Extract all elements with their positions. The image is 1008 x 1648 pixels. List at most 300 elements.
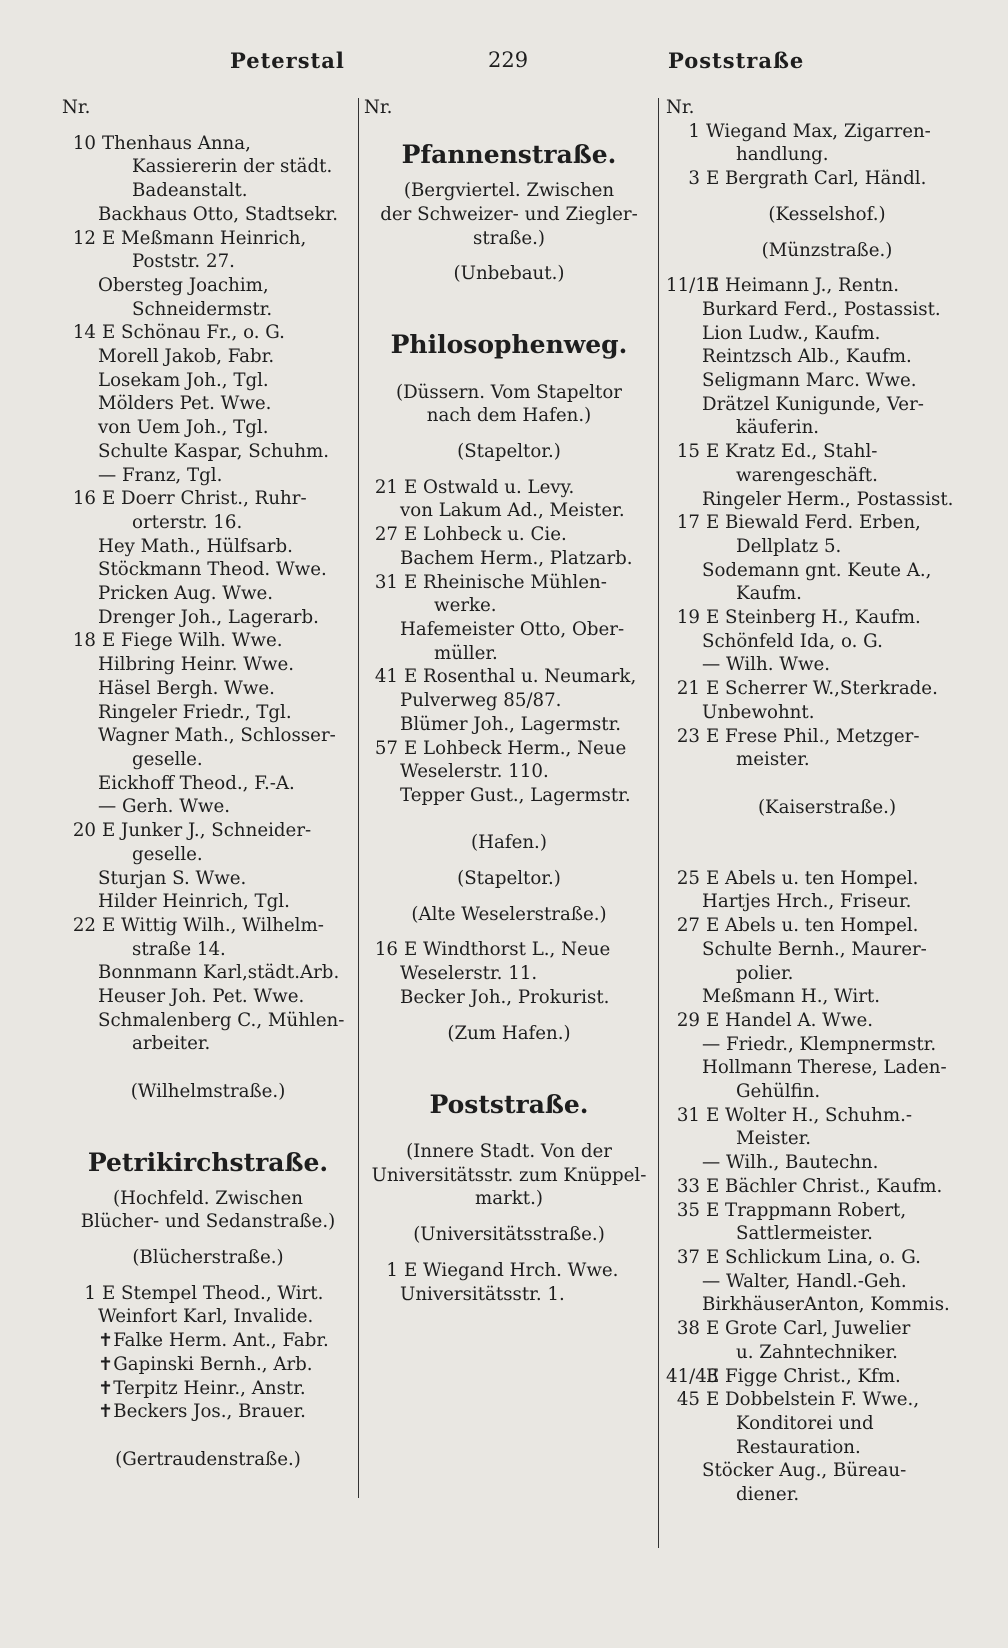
entry-text: E Rosenthal u. Neumark, — [404, 666, 637, 688]
street-note: (Kaiserstraße.) — [757, 796, 897, 818]
entry-text: E Junker J., Schneider- — [102, 820, 312, 842]
spacer — [62, 1104, 354, 1128]
directory-entry — [666, 606, 988, 630]
running-head-left: Peterstal — [230, 48, 345, 73]
directory-entry — [666, 1365, 988, 1389]
entry-text: Poststr. 27. — [132, 251, 235, 273]
entry-text: — Walter, Handl.-Geh. — [702, 1270, 907, 1292]
spacer — [666, 262, 988, 274]
directory-entry — [364, 1283, 654, 1307]
directory-entry — [666, 440, 988, 464]
entry-text: E Ostwald u. Levy. — [404, 476, 575, 498]
street-note: (Innere Stadt. Von der — [406, 1141, 612, 1162]
street-heading: Petrikirchstraße. — [87, 1147, 329, 1177]
entry-text: E Steinberg H., Kaufm. — [706, 607, 921, 629]
entry-text: Losekam Joh., Tgl. — [98, 369, 269, 391]
house-number: 23 — [676, 725, 700, 747]
street-note: (Blücherstraße.) — [132, 1247, 284, 1268]
directory-entry — [62, 96, 354, 120]
entry-text: Pulverweg 85/87. — [400, 690, 562, 712]
directory-entry — [62, 345, 354, 369]
directory-entry — [364, 760, 654, 784]
house-number: 14 — [72, 322, 96, 344]
directory-entry — [666, 701, 988, 725]
entry-text: — Wilh., Bautechn. — [702, 1152, 879, 1174]
entry-text: Häsel Bergh. Wwe. — [98, 677, 275, 699]
directory-entry — [666, 511, 988, 535]
directory-entry — [62, 795, 354, 819]
directory-entry — [62, 1305, 354, 1329]
house-number: 3 — [688, 168, 700, 190]
entry-text: Mölders Pet. Wwe. — [98, 393, 272, 415]
entry-text: Tepper Gust., Lagermstr. — [400, 784, 631, 806]
directory-entry — [666, 867, 988, 891]
entry-text: E Lohbeck Herm., Neue — [404, 737, 627, 759]
directory-entry — [666, 962, 988, 986]
entry-text: Wiegand Max, Zigarren- — [706, 120, 931, 142]
directory-entry — [364, 96, 654, 120]
directory-entry — [62, 227, 354, 251]
directory-entry — [364, 523, 654, 547]
directory-entry — [666, 322, 988, 346]
directory-entry — [364, 1259, 654, 1283]
directory-entry — [666, 96, 988, 120]
page-number: 229 — [488, 48, 529, 72]
directory-entry — [666, 1104, 988, 1128]
entry-text: Kaufm. — [736, 583, 802, 605]
directory-entry — [364, 642, 654, 666]
entry-text: handlung. — [736, 144, 829, 166]
house-number: 27 — [374, 524, 398, 546]
house-number: 12 — [72, 227, 96, 249]
entry-text: von Lakum Ad., Meister. — [400, 500, 625, 522]
column-divider-1 — [358, 98, 359, 1498]
entry-text: Meister. — [736, 1128, 812, 1150]
directory-entry — [62, 724, 354, 748]
entry-text: E Wittig Wilh., Wilhelm- — [102, 914, 324, 936]
directory-entry — [62, 558, 354, 582]
house-number: 21 — [374, 476, 398, 498]
entry-text: Weinfort Karl, Invalide. — [98, 1306, 314, 1328]
entry-text: E Abels u. ten Hompel. — [706, 915, 919, 937]
entry-text: Bonnmann Karl,städt.Arb. — [98, 962, 340, 984]
directory-entry — [364, 737, 654, 761]
directory-entry — [666, 677, 988, 701]
entry-text: E Kratz Ed., Stahl- — [706, 441, 878, 463]
directory-entry — [666, 1388, 988, 1412]
entry-text: Schönfeld Ida, o. G. — [702, 630, 883, 652]
entry-text: E Meßmann Heinrich, — [102, 227, 307, 249]
entry-text: Seligmann Marc. Wwe. — [702, 370, 917, 392]
entry-text: Thenhaus Anna, — [102, 132, 251, 154]
directory-entry — [666, 1412, 988, 1436]
entry-text: E Lohbeck u. Cie. — [404, 524, 567, 546]
running-head-right: Poststraße — [668, 48, 805, 73]
entry-text: Drenger Joh., Lagerarb. — [98, 606, 319, 628]
entry-text: — Friedr., Klempnermstr. — [702, 1033, 937, 1055]
directory-entry — [666, 985, 988, 1009]
entry-text: Obersteg Joachim, — [98, 274, 269, 296]
directory-entry — [666, 938, 988, 962]
house-number: 45 — [676, 1389, 700, 1411]
house-number: 33 — [676, 1175, 700, 1197]
directory-entry — [364, 713, 654, 737]
directory-entry — [62, 321, 354, 345]
directory-entry — [666, 416, 988, 440]
spacer — [364, 1116, 654, 1140]
house-number: 31 — [374, 571, 398, 593]
entry-text: E Rheinische Mühlen- — [404, 571, 607, 593]
spacer — [364, 464, 654, 476]
street-note: (Zum Hafen.) — [447, 1022, 571, 1044]
directory-entry — [62, 132, 354, 156]
directory-entry — [666, 1151, 988, 1175]
entry-text: meister. — [736, 749, 810, 771]
directory-entry — [666, 1459, 988, 1483]
entry-text: Weselerstr. 11. — [400, 963, 538, 985]
directory-entry — [666, 464, 988, 488]
street-note: nach dem Hafen.) — [426, 405, 592, 427]
entry-text: käuferin. — [736, 417, 820, 439]
spacer — [666, 843, 988, 867]
spacer — [666, 772, 988, 796]
street-note: (Bergviertel. Zwischen — [403, 180, 615, 202]
directory-entry — [666, 748, 988, 772]
directory-entry — [666, 1127, 988, 1151]
directory-entry — [62, 1032, 354, 1056]
entry-text: Nr. — [364, 97, 393, 118]
directory-entry — [364, 547, 654, 571]
house-number: 35 — [676, 1199, 700, 1221]
entry-text: E Stempel Theod., Wirt. — [102, 1282, 324, 1304]
house-number: 25 — [676, 867, 700, 889]
directory-entry — [62, 250, 354, 274]
house-number: 1 — [386, 1259, 398, 1281]
directory-entry — [666, 535, 988, 559]
directory-entry — [62, 914, 354, 938]
entry-text: Weselerstr. 110. — [400, 761, 549, 783]
directory-entry — [666, 1483, 988, 1507]
directory-entry — [62, 582, 354, 606]
directory-entry — [364, 499, 654, 523]
street-note: Blücher- und Sedanstraße.) — [80, 1211, 336, 1233]
house-number: 15 — [676, 441, 700, 463]
directory-entry — [62, 867, 354, 891]
directory-entry — [62, 392, 354, 416]
directory-entry — [666, 1175, 988, 1199]
directory-entry — [62, 298, 354, 322]
directory-entry — [62, 1353, 354, 1377]
entry-text: Stöckmann Theod. Wwe. — [98, 559, 327, 581]
street-heading: Pfannenstraße. — [401, 140, 617, 170]
street-note: Universitätsstr. zum Knüppel- — [371, 1164, 647, 1186]
entry-text: geselle. — [132, 748, 203, 770]
spacer — [62, 1424, 354, 1448]
directory-entry — [62, 1377, 354, 1401]
entry-text: Nr. — [62, 97, 91, 118]
entry-text: — Wilh. Wwe. — [702, 654, 831, 676]
directory-entry — [62, 843, 354, 867]
house-number: 21 — [676, 678, 700, 700]
directory-entry — [666, 1222, 988, 1246]
entry-text: E Wolter H., Schuhm.- — [706, 1104, 912, 1126]
street-note: (Unbebaut.) — [453, 263, 565, 285]
entry-text: Blümer Joh., Lagermstr. — [400, 713, 622, 735]
entry-text: Stöcker Aug., Büreau- — [702, 1460, 907, 1482]
directory-entry — [364, 618, 654, 642]
directory-entry — [62, 511, 354, 535]
directory-entry — [62, 155, 354, 179]
directory-entry — [666, 1436, 988, 1460]
entry-text: müller. — [434, 642, 498, 664]
directory-entry — [62, 961, 354, 985]
directory-entry — [62, 772, 354, 796]
entry-text: E Bergrath Carl, Händl. — [706, 168, 927, 190]
entry-text: ✝Beckers Jos., Brauer. — [98, 1401, 306, 1423]
directory-entry — [666, 120, 988, 144]
entry-text: Heuser Joh. Pet. Wwe. — [98, 986, 305, 1008]
entry-text: Reintzsch Alb., Kaufm. — [702, 346, 912, 368]
entry-text: E Schönau Fr., o. G. — [102, 322, 285, 344]
directory-entry — [666, 143, 988, 167]
street-note: (Universitätsstraße.) — [413, 1224, 605, 1246]
entry-text: Ringeler Friedr., Tgl. — [98, 701, 292, 723]
directory-entry — [364, 962, 654, 986]
entry-text: Drätzel Kunigunde, Ver- — [702, 393, 924, 415]
directory-entry — [666, 1056, 988, 1080]
street-note: markt.) — [475, 1188, 543, 1210]
directory-entry — [666, 1293, 988, 1317]
directory-entry — [666, 559, 988, 583]
directory-entry — [62, 677, 354, 701]
directory-entry — [62, 653, 354, 677]
directory-entry — [666, 369, 988, 393]
house-number: 11/13 — [666, 275, 719, 297]
entry-text: Konditorei und — [736, 1412, 874, 1434]
entry-text: E Handel A. Wwe. — [706, 1009, 873, 1031]
house-number: 38 — [676, 1318, 700, 1340]
spacer — [364, 926, 654, 938]
entry-text: Meßmann H., Wirt. — [702, 986, 881, 1008]
street-heading: Poststraße. — [429, 1089, 589, 1119]
house-number: 22 — [72, 914, 96, 936]
house-number: 19 — [676, 607, 700, 629]
directory-entry — [666, 1317, 988, 1341]
entry-text: Sattlermeister. — [736, 1223, 873, 1245]
directory-entry — [62, 440, 354, 464]
entry-text: Hartjes Hrch., Friseur. — [702, 891, 912, 913]
spacer — [62, 1056, 354, 1080]
entry-text: Sturjan S. Wwe. — [98, 867, 247, 889]
directory-entry — [666, 345, 988, 369]
directory-entry — [364, 689, 654, 713]
house-number: 16 — [72, 488, 96, 510]
column-3 — [666, 96, 988, 1507]
house-number: 1 — [84, 1282, 96, 1304]
entry-text: Nr. — [666, 97, 695, 118]
directory-entry — [62, 701, 354, 725]
spacer — [364, 1045, 654, 1069]
directory-entry — [666, 298, 988, 322]
spacer — [364, 855, 654, 867]
house-number: 10 — [72, 132, 96, 154]
house-number: 18 — [72, 630, 96, 652]
street-note: (Gertraudenstraße.) — [115, 1448, 301, 1470]
entry-text: Restauration. — [736, 1436, 861, 1458]
directory-entry — [62, 274, 354, 298]
directory-entry — [666, 1341, 988, 1365]
entry-text: Universitätsstr. 1. — [400, 1283, 565, 1305]
spacer — [62, 120, 354, 132]
house-number: 31 — [676, 1104, 700, 1126]
street-note: (Düssern. Vom Stapeltor — [395, 381, 623, 403]
house-number: 37 — [676, 1247, 700, 1268]
street-note: (Stapeltor.) — [457, 441, 561, 463]
directory-entry — [62, 487, 354, 511]
directory-entry — [364, 476, 654, 500]
directory-entry — [62, 629, 354, 653]
street-heading: Philosophenweg. — [390, 330, 628, 360]
house-number: 41/43 — [666, 1365, 719, 1387]
directory-entry — [62, 1400, 354, 1424]
entry-text: E Windthorst L., Neue — [404, 939, 611, 961]
spacer — [666, 227, 988, 239]
entry-text: warengeschäft. — [736, 464, 878, 486]
street-note: (Wilhelmstraße.) — [130, 1080, 286, 1102]
spacer — [62, 1270, 354, 1282]
directory-entry — [62, 938, 354, 962]
directory-entry — [364, 784, 654, 808]
directory-entry — [62, 985, 354, 1009]
entry-text: Lion Ludw., Kaufm. — [702, 322, 881, 344]
street-note: (Hafen.) — [471, 832, 547, 854]
directory-entry — [364, 938, 654, 962]
street-note: (Hochfeld. Zwischen — [112, 1187, 304, 1209]
entry-text: Schmalenberg C., Mühlen- — [98, 1009, 345, 1031]
entry-text: Eickhoff Theod., F.-A. — [98, 772, 295, 794]
directory-entry — [666, 1199, 988, 1223]
directory-entry — [666, 725, 988, 749]
entry-text: E Trappmann Robert, — [706, 1199, 907, 1221]
spacer — [62, 1234, 354, 1246]
entry-text: E Bächler Christ., Kaufm. — [706, 1175, 943, 1197]
directory-entry — [666, 914, 988, 938]
spacer — [364, 250, 654, 262]
column-2 — [364, 96, 654, 1306]
entry-text: Schulte Kaspar, Schuhm. — [98, 440, 330, 462]
entry-text: ✝Gapinski Bernh., Arb. — [98, 1353, 313, 1375]
entry-text: E Biewald Ferd. Erben, — [706, 512, 921, 534]
directory-entry — [62, 416, 354, 440]
entry-text: Unbewohnt. — [702, 701, 815, 723]
entry-text: BirkhäuserAnton, Kommis. — [702, 1294, 950, 1316]
entry-text: Hilbring Heinr. Wwe. — [98, 654, 295, 676]
entry-text: werke. — [434, 595, 497, 617]
entry-text: E Wiegand Hrch. Wwe. — [404, 1259, 619, 1281]
entry-text: E Figge Christ., Kfm. — [706, 1365, 901, 1387]
spacer — [364, 357, 654, 381]
spacer — [364, 428, 654, 440]
column-divider-2 — [658, 98, 659, 1548]
street-note: (Stapeltor.) — [457, 868, 561, 890]
directory-entry — [666, 488, 988, 512]
spacer — [364, 286, 654, 310]
entry-text: — Gerh. Wwe. — [98, 796, 231, 818]
directory-entry — [666, 274, 988, 298]
spacer — [666, 191, 988, 203]
street-note: straße.) — [473, 227, 545, 249]
entry-text: Burkard Ferd., Postassist. — [702, 298, 941, 320]
entry-text: Hilder Heinrich, Tgl. — [98, 891, 290, 913]
spacer — [364, 1247, 654, 1259]
street-note: (Alte Weselerstraße.) — [411, 903, 607, 925]
spacer — [364, 808, 654, 832]
entry-text: E Abels u. ten Hompel. — [706, 867, 919, 889]
directory-entry — [666, 653, 988, 677]
entry-text: ✝Terpitz Heinr., Anstr. — [98, 1377, 306, 1399]
house-number: 17 — [676, 512, 700, 534]
directory-entry — [62, 606, 354, 630]
directory-entry — [62, 1009, 354, 1033]
entry-text: Bachem Herm., Platzarb. — [400, 547, 633, 569]
entry-text: E Heimann J., Rentn. — [706, 275, 899, 297]
directory-entry — [666, 1270, 988, 1294]
entry-text: von Uem Joh., Tgl. — [98, 417, 269, 439]
directory-entry — [666, 582, 988, 606]
spacer — [666, 819, 988, 843]
entry-text: E Grote Carl, Juwelier — [706, 1318, 911, 1340]
directory-entry — [62, 748, 354, 772]
directory-entry — [666, 167, 988, 191]
house-number: 27 — [676, 915, 700, 937]
directory-entry — [62, 203, 354, 227]
entry-text: Becker Joh., Prokurist. — [400, 986, 610, 1008]
spacer — [364, 891, 654, 903]
street-note: (Münzstraße.) — [761, 239, 893, 261]
entry-text: E Frese Phil., Metzger- — [706, 725, 920, 747]
directory-entry — [364, 665, 654, 689]
directory-entry — [666, 1033, 988, 1057]
street-note: (Kesselshof.) — [768, 203, 886, 225]
directory-entry — [666, 630, 988, 654]
directory-entry — [666, 890, 988, 914]
directory-entry — [62, 464, 354, 488]
entry-text: E Fiege Wilh. Wwe. — [102, 630, 283, 652]
entry-text: E Schlickum Lina, o. G. — [706, 1247, 921, 1268]
directory-entry — [364, 571, 654, 595]
house-number: 29 — [676, 1009, 700, 1031]
directory-entry — [62, 179, 354, 203]
house-number: 41 — [374, 666, 398, 688]
entry-text: Sodemann gnt. Keute A., — [702, 559, 932, 581]
directory-entry — [62, 1282, 354, 1306]
entry-text: E Scherrer W.,Sterkrade. — [706, 678, 938, 700]
house-number: 57 — [374, 737, 398, 759]
entry-text: ✝Falke Herm. Ant., Fabr. — [98, 1330, 329, 1352]
directory-entry — [62, 890, 354, 914]
column-1 — [62, 96, 354, 1471]
entry-text: Badeanstalt. — [132, 180, 248, 202]
directory-entry — [62, 1329, 354, 1353]
entry-text: Wagner Math., Schlosser- — [98, 725, 336, 747]
entry-text: — Franz, Tgl. — [98, 464, 223, 486]
entry-text: Gehülfin. — [736, 1081, 821, 1103]
entry-text: Pricken Aug. Wwe. — [98, 583, 274, 605]
directory-entry — [666, 1009, 988, 1033]
entry-text: Hey Math., Hülfsarb. — [98, 535, 293, 557]
entry-text: Kassiererin der städt. — [132, 156, 333, 178]
house-number: 1 — [688, 120, 700, 142]
